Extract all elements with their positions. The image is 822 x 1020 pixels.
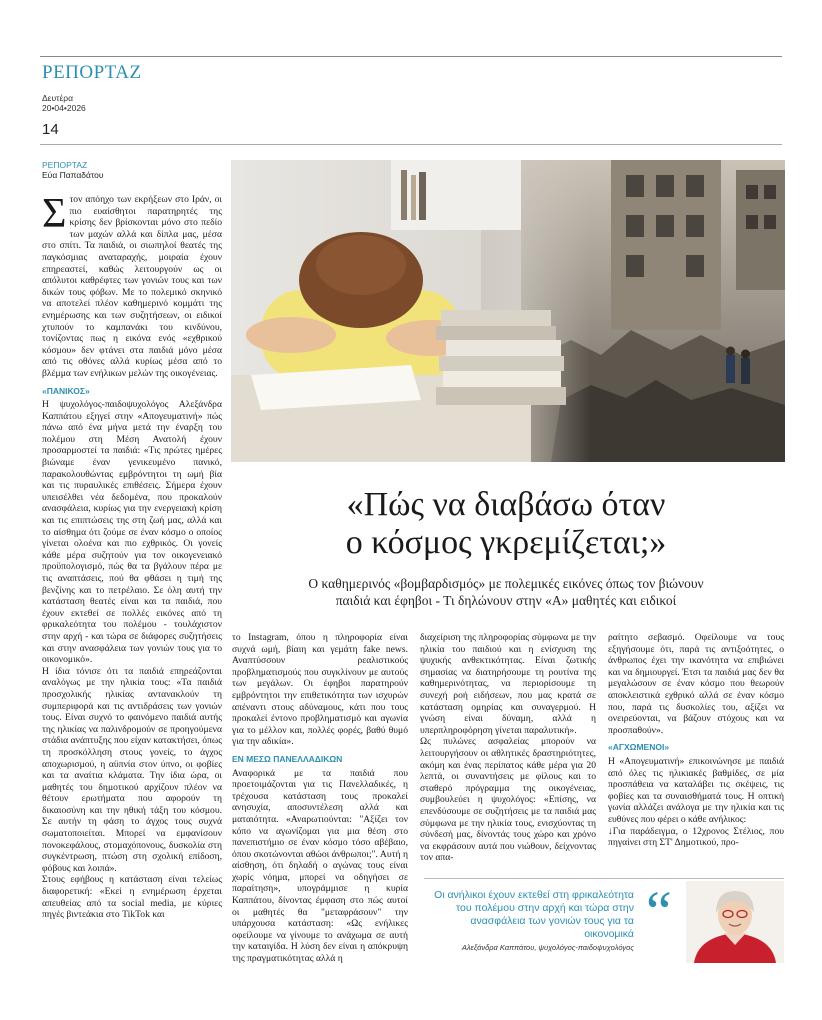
photo-illustration — [231, 160, 785, 462]
portrait-photo — [686, 881, 784, 963]
article-paragraph: το Instagram, όπου η πληροφορία είναι συχνά ωμή, βίαιη και γεμάτη fake news. Αναπτύσσουν ρεαλιστικούς προβληματισμούς που συγκλίνουν με αυτούς των μεγάλων. Οι έφηβοι παρατηρούν εμβρόντητοι την επιθετικότητα των ισχυρών απέναντι στους αδύναμους, κάτι που τους προκαλεί έντονο προβληματισμό και αγωνία για το μέλλον και, πολλές φορές, βαθύ θυμό για την αδικία». — [232, 632, 408, 748]
headline-line-1: «Πώς να διαβάσω όταν — [346, 486, 666, 523]
section-title: ΡΕΠΟΡΤΑΖ — [42, 62, 142, 83]
issue-day: Δευτέρα — [42, 93, 74, 103]
article-paragraph: Η ψυχολόγος-παιδοψυχολόγος Αλεξάνδρα Καππάτου εξηγεί στην «Απογευματινή» πώς πάνω από ένα μήνα μετά την έναρξη του πολέμου στη Μέση Ανατολή έχουν προσαρμοστεί τα παιδιά: «Τις πρώτες ημέρες βιώναμε έναν γενικευμένο πανικό, παρακολουθώντας εμβρόντητοι τη ωμή βία και τις πυραυλικές επιθέσεις. Σήμερα έχουν υπεισέλθει νέα δεδομένα, που προκαλούν ανασφάλεια, κυρίως για την ενεργειακή κρίση και τις επιπτώσεις της στη ζωή μας, αλλά και το αίσθημα ότι ζούμε σε έναν κόσμο ο οποίος γίνεται ολοένα και πιο εχθρικός. Οι γονείς κάθε μέρα συζητούν για τον οικογενειακό προϋπολογισμό, πώς θα τα βγάλουν πέρα με τις αναπτάσεις, πού θα φθάσει η τιμή της βενζίνης και το πετρέλαιο. Σε όλη αυτή την κατάσταση θεατές είναι και τα παιδιά, που έχουν εκτεθεί σε πολλές εικόνες από τη φρικαλεότητα του πολέμου - τουλάχιστον στην αρχή - και τώρα σε διάφορες συζητήσεις και στην ανασφάλεια των γονιών τους για το οικονομικό». — [42, 399, 222, 666]
article-paragraph: ↓Για παράδειγμα, ο 12χρονος Στέλιος, που πηγαίνει στη ΣΤ' Δημοτικού, προ- — [608, 825, 784, 849]
hero-photo — [231, 160, 785, 462]
article-column-4 — [608, 632, 784, 849]
subhead-panic: «ΠΑΝΙΚΟΣ» — [42, 385, 90, 396]
drop-cap: Σ — [42, 191, 67, 237]
standfirst-line-1: Ο καθημερινός «βομβαρδισμός» με πολεμικές εικόνες όπως τον βιώνουν — [308, 576, 704, 591]
quote-mark-icon: “ — [646, 879, 672, 944]
standfirst-line-2: παιδιά και έφηβοι - Τι δηλώνουν στην «Α» μαθητές και ειδικοί — [335, 593, 677, 608]
article-paragraph: διαχείριση της πληροφορίας σύμφωνα με την ηλικία του παιδιού και η ενίσχυση της ψυχικής ανθεκτικότητας. Είναι ζωτικής σημασίας να διατηρήσουμε τη ρουτίνα της καθημερινότητας, να περιορίσουμε τη συνεχή ροή ειδήσεων, που μας κρατά σε κατάσταση ομηρίας και συναγερμού. Η γνώση είναι δύναμη, αλλά η υπερπληροφόρηση γίνεται παραλυτική». — [420, 632, 596, 736]
pull-quote — [424, 878, 784, 962]
article-column-2 — [232, 632, 408, 965]
pull-quote-text: Οι ανήλικοι έχουν εκτεθεί στη φρικαλεότητα του πολέμου στην αρχή και τώρα στην ανασφάλεια των γονιών τους για τα οικονομικά — [434, 889, 634, 940]
article-standfirst — [232, 575, 780, 609]
article-paragraph: Αναφορικά με τα παιδιά που προετοιμάζονται για τις Πανελλαδικές, η τρέχουσα κατάσταση τους προκαλεί ανησυχία, αποσυντέλεση αλλά και ματαιότητα. «Αναρωτιούνται: "Αξίζει τον κόπο να αγωνίζομαι για μια θέση στο πανεπιστήμιο σε έναν κόσμο τόσο αβέβαιο, όπου σκοτώνονται αθώοι άνθρωποι;". Αυτή η αίσθηση, ότι δηλαδή ο αγώνας τους είναι χωρίς νόημα, μπορεί να οδηγήσει σε παραίτηση», υπογράμμισε η κυρία Καππάτου, δίνοντας έμφαση στο πώς αυτοί οι μαθητές θα "μεταφράσουν" την υπάρχουσα κατάσταση: «Ως ενήλικες οφείλουμε να γίνουμε το ανάχωμα σε αυτή την καταιγίδα. Η λύση δεν είναι η απόκρυψη της πραγματικότητας αλλά η — [232, 767, 408, 965]
page-rule — [40, 144, 782, 145]
headline-line-2: ο κόσμος γκρεμίζεται;» — [345, 524, 667, 561]
subhead-anxious: «ΑΓΧΩΜΕΝΟΙ» — [608, 742, 670, 753]
article-column-1 — [42, 191, 222, 921]
article-paragraph: Ως πυλώνες ασφαλείας μπορούν να λειτουργήσουν οι αθλητικές δραστηριότητες, ακόμη και ένας περίπατος κάθε μέρα για 20 λεπτά, οι συναντήσεις με φίλους και το σταθερό πρόγραμμα της οικογένειας, συμβουλεύει η ψυχολόγος: «Επίσης, να επενδύσουμε σε συζητήσεις με τα παιδιά μας σύμφωνα με την ηλικία τους, ενισχύοντας τη σύνδεσή μας, δίνοντάς τους χώρο και χρόνο να εκφράσουν αυτά που νιώθουν, δείχνοντας τον απα- — [420, 736, 596, 864]
top-rule — [40, 56, 782, 57]
article-paragraph: Η ίδια τόνισε ότι τα παιδιά επηρεάζονται αναλόγως με την ηλικία τους: «Τα παιδιά προσχολικής ηλικίας αντανακλούν τη συμπεριφορά και τις αντιδράσεις των γονιών τους. Είναι συχνό το φαινόμενο παιδιά αυτής της ηλικίας να παλινδρομούν σε προηγούμενα στάδια ανάπτυξης που είχαν κατακτήσει, όπως τη προσκόλληση στους γονείς, το άγχος αποχωρισμού, η αϋπνία στον ύπνο, οι φοβίες και τα αναίτια κλάματα. Την ίδια ώρα, οι μαθητές του δημοτικού αρχίζουν πλέον να θέτουν ερωτήματα που αφορούν τη δικαιοσύνη και την ηθική τάξη του κόσμου. Σε αυτήν τη φάση το άγχος τους συχνά σωματοποιείται. Μπορεί να εμφανίσουν πονοκεφάλους, στομαχόπονους, δυσκολία στη συγκέντρωση, πτώση στη σχολική επίδοση, φόβους και λοιπά». — [42, 665, 222, 874]
byline-author: Εύα Παπαδάτου — [42, 170, 104, 180]
subhead-panhellenic: ΕΝ ΜΕΣΩ ΠΑΝΕΛΛΑΔΙΚΩΝ — [232, 753, 343, 764]
article-paragraph: Στους εφήβους η κατάσταση είναι τελείως διαφορετική: «Εκεί η ενημέρωση έρχεται απευθείας από τα social media, με κύριες πηγές βιντεάκια στο TikTok και — [42, 874, 222, 921]
article-paragraph: Η «Απογευματινή» επικοινώνησε με παιδιά από όλες τις ηλικιακές βαθμίδες, σε μία προσπάθεια να καταλάβει τις σκέψεις, τις φοβίες και τα συναισθήματά τους. Η οπτική γωνία αλλάζει ανάλογα με την ηλικία και τις ευθύνες που φέρει ο κάθε ανήλικος: — [608, 755, 784, 825]
byline-kicker: ΡΕΠΟΡΤΑΖ — [42, 160, 88, 170]
article-paragraph-text: Για παράδειγμα, ο 12χρονος Στέλιος, που πηγαίνει στη ΣΤ' Δημοτικού, προ- — [608, 825, 784, 849]
issue-date-value: 20•04•2026 — [42, 103, 86, 113]
article-headline — [232, 486, 780, 562]
issue-date — [42, 93, 86, 113]
page-number: 14 — [42, 121, 59, 138]
article-intro: τον απόηχο των εκρήξεων στο Ιράν, οι πιο ευαίσθητοι παρατηρητές της κρίσης δεν βρίσκονται μόνο στο πεδίο των μαχών αλλά και δίπλα μας, μέσα στο σπίτι. Τα παιδιά, οι σιωπηλοί θεατές της παγκόσμιας αναταραχής, μοιραία έχουν επηρεαστεί, καθώς λειτουργούν ως οι απόλυτοι καθρέφτες των γονιών τους και των δικών τους φόβων. Με το πολεμικό σκηνικό να αποτελεί πλέον καθημερινό κομμάτι της ενημέρωσης και των συζητήσεων, οι ειδικοί χτυπούν το καμπανάκι του κινδύνου, τονίζοντας πως η εικόνα ενός «εχθρικού κόσμου» δεν φτάνει στα παιδιά μόνο μέσα από τις οθόνες αλλά κυρίως μέσα από το βλέμμα των ενήλικων μελών της οικογένειας. — [42, 194, 222, 379]
article-column-3 — [420, 632, 596, 864]
pull-quote-credit: Αλεξάνδρα Καππάτου, ψυχολόγος-παιδοψυχολόγος — [461, 943, 634, 952]
article-paragraph: ραίτητο σεβασμό. Οφείλουμε να τους εξηγήσουμε ότι, παρά τις αντιξοότητες, ο άνθρωπος έχει την ικανότητα να επιβιώνει και να δημιουργεί. Έτσι τα παιδιά μας δεν θα μεγαλώσουν σε έναν κόσμο που θεωρούν αποκλειστικά εχθρικό αλλά σε έναν κόσμο που, παρά τις δυσκολίες του, αξίζει να ονειρεύονται, να βάζουν στόχους και να προσπαθούν». — [608, 632, 784, 736]
